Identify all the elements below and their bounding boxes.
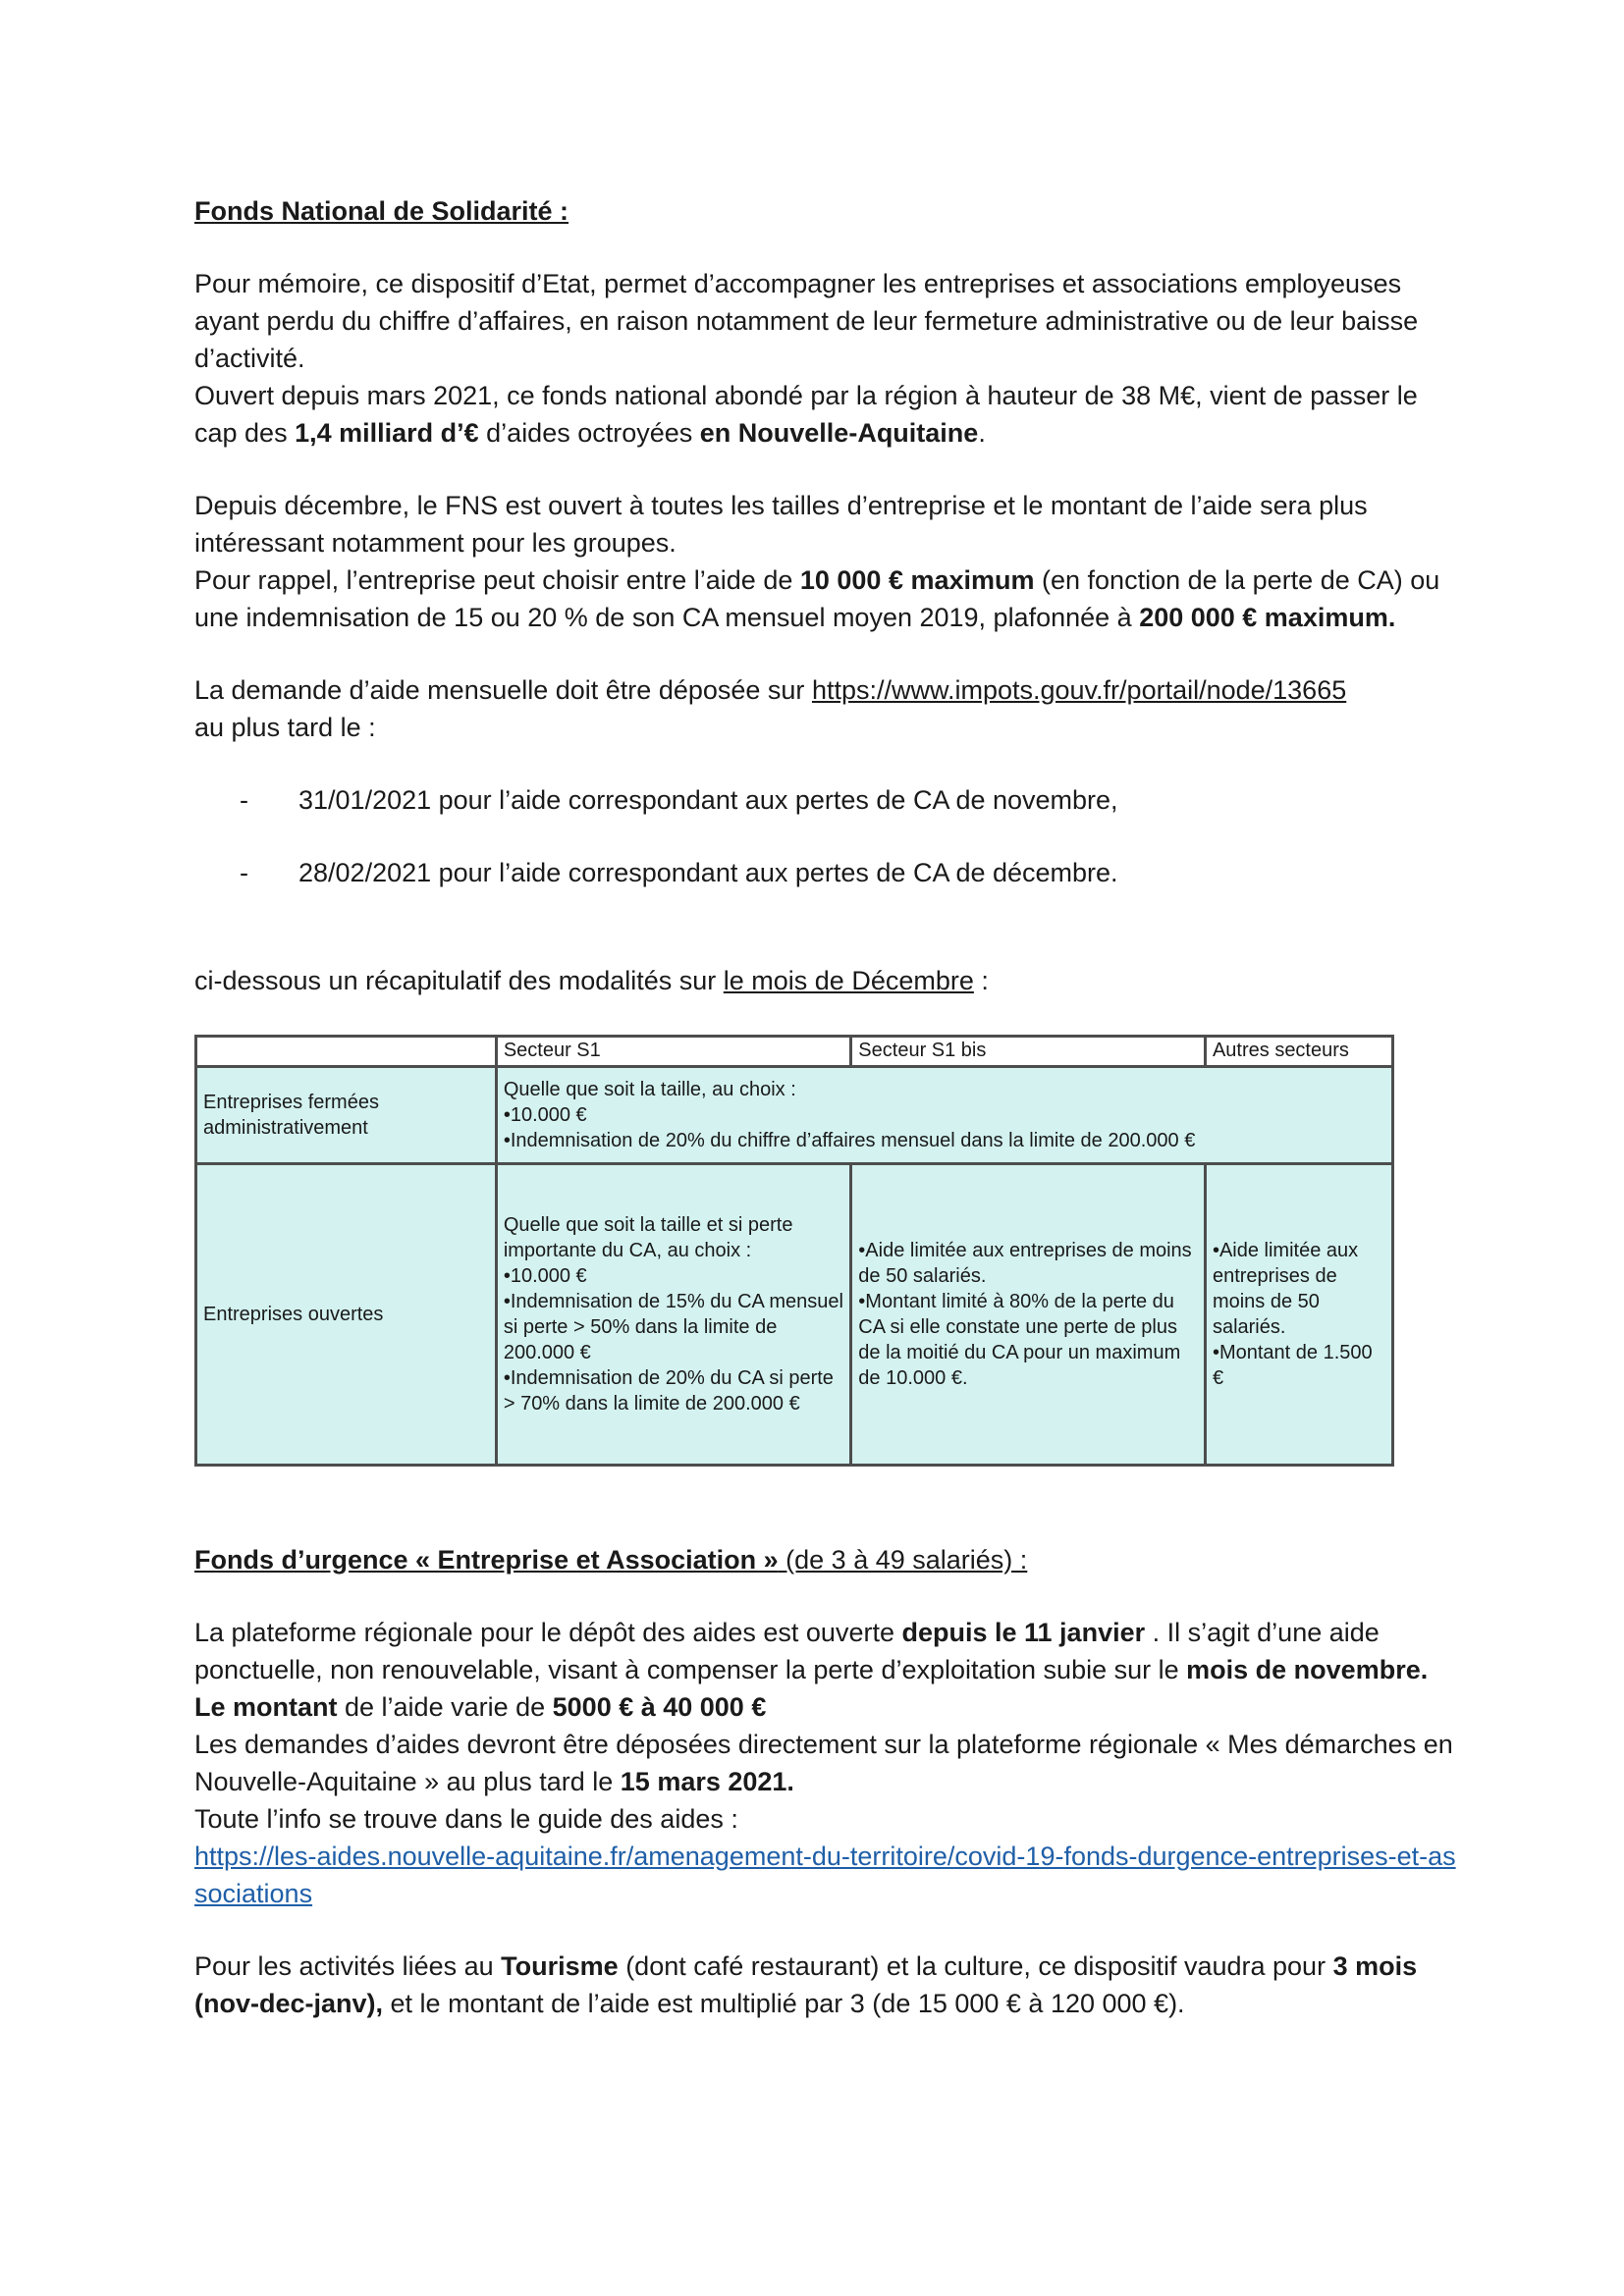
fu-paragraph-1: La plateforme régionale pour le dépôt des aides est ouverte depuis le 11 janvier . Il s’agit d’une aide ponctuelle, non renouvelable, visant à compenser la perte d’exploitation subie sur le mois de novembre.	[194, 1618, 1429, 1684]
fns-paragraph-2: Ouvert depuis mars 2021, ce fonds national abondé par la région à hauteur de 38 M€, vient de passer le cap des 1,4 milliard d’€ d’aides octroyées en Nouvelle-Aquitaine.	[194, 381, 1418, 448]
row-label-fermees: Entreprises fermées administrativement	[196, 1067, 497, 1164]
fu-title: Fonds d’urgence « Entreprise et Association » (de 3 à 49 salariés) :	[194, 1545, 1028, 1575]
list-item: - 28/02/2021 pour l’aide correspondant aux pertes de CA de décembre.	[240, 858, 1118, 887]
row-ouvertes-autres: •Aide limitée aux entreprises de moins de 50 salariés. •Montant de 1.500 €	[1205, 1164, 1392, 1466]
impots-link[interactable]: https://www.impots.gouv.fr/portail/node/13665	[811, 675, 1347, 705]
fns-paragraph-4: Pour rappel, l’entreprise peut choisir entre l’aide de 10 000 € maximum (en fonction de la perte de CA) ou une indemnisation de 15 ou 20 % de son CA mensuel moyen 2019, plafonnée à 200 000 € maximum.	[194, 565, 1440, 632]
fns-paragraph-1: Pour mémoire, ce dispositif d’Etat, permet d’accompagner les entreprises et associations employeuses ayant perdu du chiffre d’affaires, en raison notamment de leur fermeture administrative ou de leur baisse d’activité.	[194, 269, 1419, 373]
fns-title: Fonds National de Solidarité :	[194, 196, 569, 226]
fu-paragraph-5: Pour les activités liées au Tourisme (dont café restaurant) et la culture, ce dispositif vaudra pour 3 mois (nov-dec-janv), et le montant de l’aide est multiplié par 3 (de 15 000 € à 120 000 €).	[194, 1951, 1418, 2018]
list-item: - 31/01/2021 pour l’aide correspondant aux pertes de CA de novembre,	[240, 785, 1118, 815]
fu-link-line	[194, 1838, 1461, 1912]
row-ouvertes-s1: Quelle que soit la taille et si perte importante du CA, au choix : •10.000 € •Indemnisation de 15% du CA mensuel si perte > 50% dans la limite de 200.000 € •Indemnisation de 20% du CA si perte > 70% dans la limite de 200.000 €	[496, 1164, 850, 1466]
row-label-ouvertes: Entreprises ouvertes	[196, 1164, 497, 1466]
table-header-row	[196, 1037, 1393, 1067]
table-header-s1: Secteur S1	[496, 1037, 850, 1067]
document-page	[194, 192, 1461, 2022]
table-row	[196, 1164, 1393, 1466]
row-fermees-content: Quelle que soit la taille, au choix : •10.000 € •Indemnisation de 20% du chiffre d’affaires mensuel dans la limite de 200.000 €	[496, 1067, 1392, 1164]
fu-paragraph-3: Les demandes d’aides devront être déposées directement sur la plateforme régionale « Mes démarches en Nouvelle-Aquitaine » au plus tard le 15 mars 2021.	[194, 1730, 1453, 1796]
table-header-autres: Autres secteurs	[1205, 1037, 1392, 1067]
table-row	[196, 1067, 1393, 1164]
table-header-empty	[196, 1037, 497, 1067]
fu-paragraph-2: Le montant de l’aide varie de 5000 € à 40 000 €	[194, 1692, 767, 1722]
aides-link[interactable]: https://les-aides.nouvelle-aquitaine.fr/amenagement-du-territoire/covid-19-fonds-durgence-entreprises-et-associations	[194, 1842, 1456, 1908]
modalities-table	[194, 1035, 1461, 1467]
row-ouvertes-s1bis: •Aide limitée aux entreprises de moins de 50 salariés. •Montant limité à 80% de la perte du CA si elle constate une perte de plus de la moitié du CA pour un maximum de 10.000 €.	[851, 1164, 1206, 1466]
recap-line: ci-dessous un récapitulatif des modalités sur le mois de Décembre :	[194, 966, 989, 995]
fu-paragraph-4: Toute l’info se trouve dans le guide des aides :	[194, 1804, 738, 1834]
fns-paragraph-5b: au plus tard le :	[194, 713, 376, 742]
fns-paragraph-3: Depuis décembre, le FNS est ouvert à toutes les tailles d’entreprise et le montant de l’aide sera plus intéressant notamment pour les groupes.	[194, 491, 1368, 558]
fns-paragraph-5: La demande d’aide mensuelle doit être déposée sur https://www.impots.gouv.fr/portail/node/13665	[194, 675, 1347, 705]
table-header-s1bis: Secteur S1 bis	[851, 1037, 1206, 1067]
